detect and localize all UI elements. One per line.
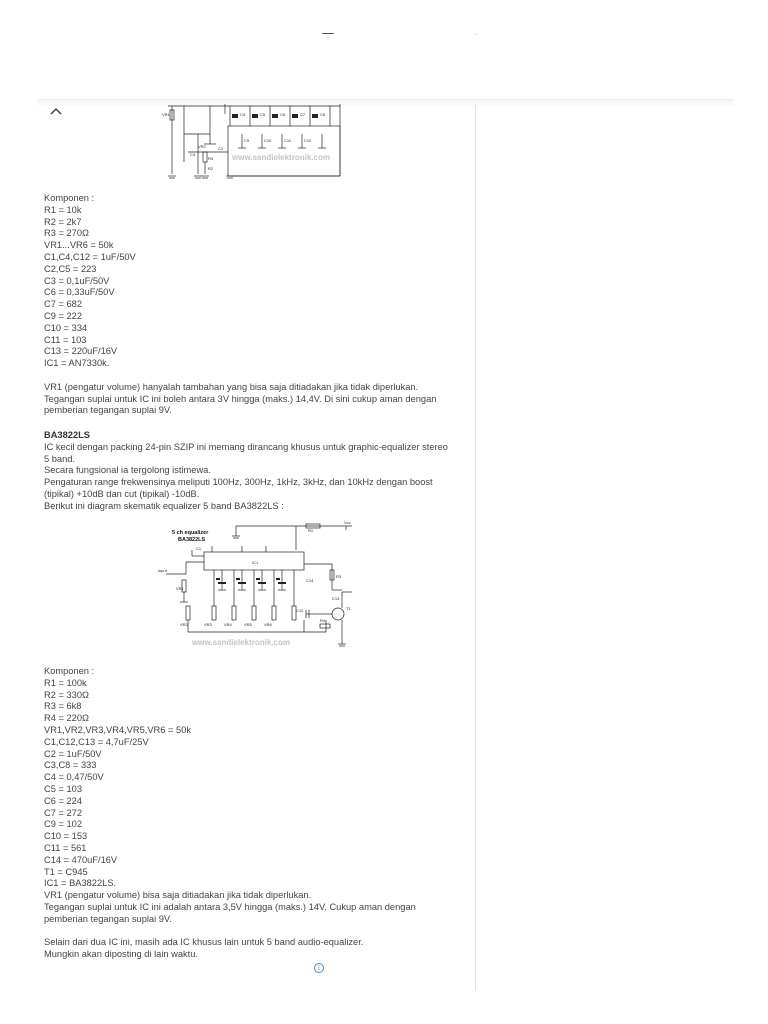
schem1-label-c12: C12 [304,138,312,143]
schem1-label-c8: C8 [320,112,326,117]
component-item: C11 = 561 [44,842,87,853]
schematic-ba3822ls [156,520,356,654]
components-title-1: Komponen : [44,193,95,203]
component-item: C1,C12,C13 = 4,7uF/25V [44,736,149,747]
component-item: C2 = 1uF/50V [44,748,102,759]
info-icon[interactable]: i [314,963,324,973]
component-item: C9 = 222 [44,310,82,321]
schem2-label-r4: R4 [320,618,326,623]
schem2-label-vr4: VR4 [224,622,232,627]
schematic-ba3822ls-svg [156,520,356,654]
schem2-label-input: input [158,568,167,573]
note-line: Tegangan suplai untuk IC ini boleh antara 3V hingga (maks.) 14,4V. Di sini cukup aman dengan [44,393,437,404]
schematic-an7330k-svg [160,104,350,184]
component-item: C6 = 0,33uF/50V [44,287,115,298]
component-item: C13 = 220uF/16V [44,346,118,357]
component-item: C6 = 224 [44,795,82,806]
schem1-label-c6: C6 [280,112,286,117]
schem2-label-vr2: VR2 [180,622,188,627]
component-item: R3 = 270Ω [44,228,89,239]
intro-line: 5 band. [44,453,76,464]
schem1-label-c4: C4 [240,112,246,117]
schem1-label-c5: C5 [260,112,266,117]
schem2-label-c1: C1 [196,546,202,551]
schem1-label-c11: C11 [284,138,292,143]
component-item: R1 = 100k [44,677,87,688]
intro-line: Berikut ini diagram skematik equalizer 5 band BA3822LS : [44,500,284,511]
schem1-label-vr2: VR2 [198,144,206,149]
top-dot [475,34,476,35]
schem1-label-r2: R2 [208,166,214,171]
component-item: VR1...VR6 = 50k [44,240,114,251]
schem2-label-c12: C12 [296,608,304,613]
component-item: R1 = 10k [44,204,82,215]
intro-line: (tipikal) +10dB dan cut (tipikal) -10dB. [44,488,200,499]
component-item: C1,C4,C12 = 1uF/50V [44,251,136,262]
component-item: C11 = 103 [44,334,87,345]
top-dash [322,33,334,34]
schem2-label-c14: C14 [306,578,314,583]
chevron-up-icon[interactable] [50,104,64,116]
closing-line: Mungkin akan diposting di lain waktu. [44,949,199,960]
column-divider [475,105,476,990]
schem2-label-vr6: VR6 [264,622,272,627]
component-item: T1 = C945 [44,866,88,877]
component-item: C10 = 334 [44,322,88,333]
schem2-label-vr3: VR3 [204,622,212,627]
component-item: R2 = 330Ω [44,689,89,700]
schem2-label-r3: R3 [336,574,342,579]
schem2-label-vr5: VR5 [244,622,252,627]
intro-line: Pengaturan range frekwensinya meliputi 100Hz, 300Hz, 1kHz, 3kHz, dan 10kHz dengan boost [44,477,433,488]
schem2-label-r1: R1 [308,528,314,533]
schem2-title-line1: 5 ch equalizer [172,530,209,536]
schem1-label-c3: C3 [190,152,196,157]
component-item: C10 = 153 [44,831,88,842]
closing-line: Selain dari dua IC ini, masih ada IC khusus lain untuk 5 band audio-equalizer. [44,937,364,948]
component-item: R4 = 220Ω [44,713,89,724]
component-item: IC1 = AN7330k. [44,358,110,369]
note-line: VR1 (pengatur volume) hanyalah tambahan yang bisa saja ditiadakan jika tidak diperlukan. [44,381,419,392]
schem2-label-ic1: IC1 [252,560,259,565]
intro-line: IC kecil dengan packing 24-pin SZIP ini memang dirancang khusus untuk graphic-equalizer stereo [44,441,448,452]
note-line: pemberian tegangan suplai 9V. [44,913,172,924]
component-item: C3 = 0,1uF/50V [44,275,110,286]
component-item: C3,C8 = 333 [44,760,97,771]
ba3822ls-intro [44,430,469,513]
component-item: C5 = 103 [44,783,82,794]
note-line: pemberian tegangan suplai 9V. [44,405,172,416]
component-item: C4 = 0,47/50V [44,772,104,783]
component-item: C7 = 272 [44,807,82,818]
component-item: R3 = 6k8 [44,701,82,712]
schem1-label-c10: C10 [264,138,272,143]
schem2-title-line2: BA3822LS [178,537,206,543]
schem2-watermark: www.sandielektronik.com [192,638,290,647]
schem2-label-vr1: VR1 [176,586,184,591]
schem1-watermark: www.sandielektronik.com [232,153,330,162]
components-list-2 [44,666,469,961]
component-item: C14 = 470uF/16V [44,854,118,865]
intro-line: Secara fungsional ia tergolong istimewa. [44,465,211,476]
schem2-label-t1: T1 [346,606,351,611]
component-item: IC1 = BA3822LS. [44,878,117,889]
note-line: VR1 (pengatur volume) bisa saja ditiadakan jika tidak diperlukan. [44,890,312,901]
schem1-label-c1: C1 [218,146,224,151]
components-list-1 [44,193,469,417]
component-item: R2 = 2k7 [44,216,82,227]
components-title-2: Komponen : [44,666,95,676]
component-item: C9 = 102 [44,819,82,830]
component-item: C7 = 682 [44,299,82,310]
note-line: Tegangan suplai untuk IC ini adalah antara 3,5V hingga (maks.) 14V. Cukup aman dengan [44,901,416,912]
component-item: C2,C5 = 223 [44,263,97,274]
schem1-label-c9: C9 [244,138,250,143]
schem1-label-vr1: VR1 [162,112,170,117]
header-bar [38,99,734,106]
schem2-label-vcc: Vcc [344,520,351,525]
schem2-label-c13: C13 [332,596,340,601]
schematic-an7330k [160,104,350,184]
component-item: VR1,VR2,VR3,VR4,VR5,VR6 = 50k [44,724,192,735]
schem1-label-r3: R3 [208,156,214,161]
section-heading-ba3822ls: BA3822LS [44,430,90,440]
schem1-label-c7: C7 [300,112,306,117]
